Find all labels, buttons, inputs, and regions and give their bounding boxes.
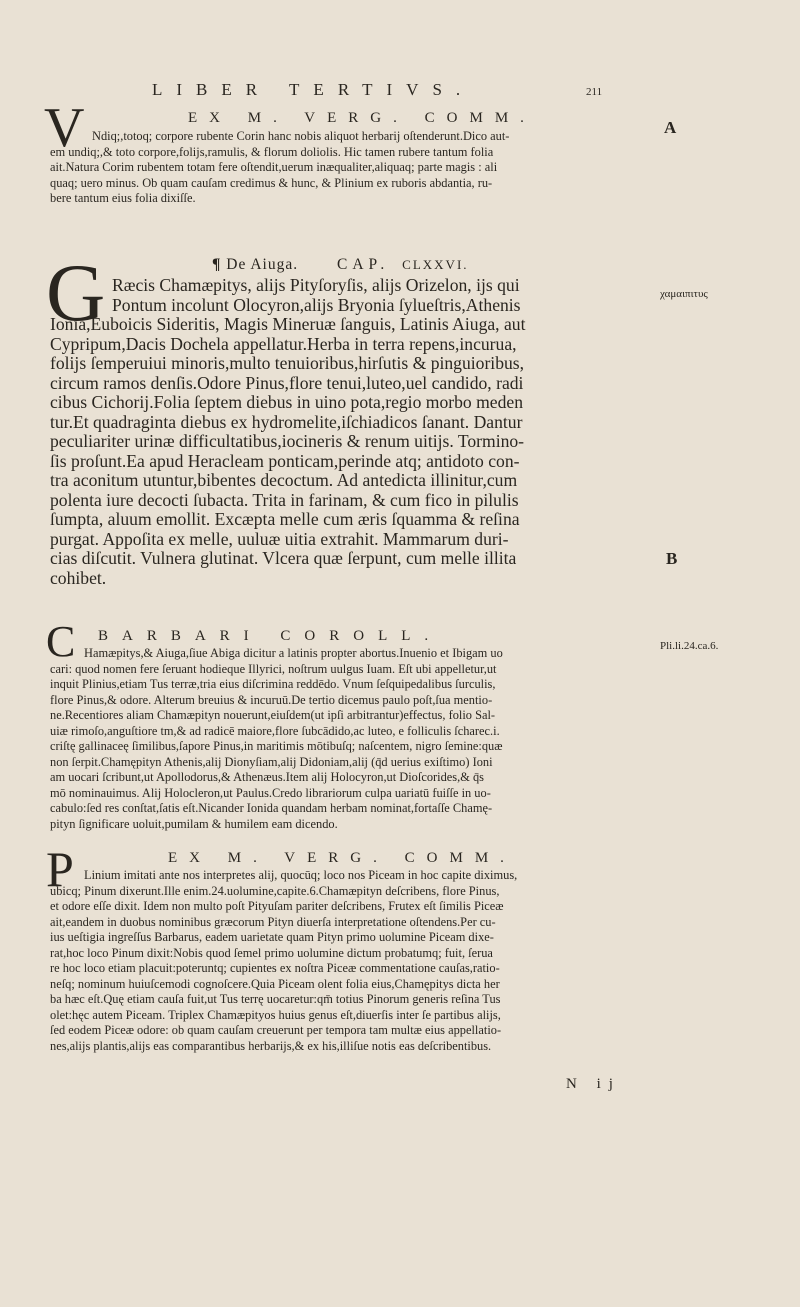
text-line: inquit Plinius,etiam Tus terræ,tria eius diſcrimina reddēdo. Vnum ſeſquipedalibus ſurculis, <box>50 677 496 691</box>
section-2-text <box>50 646 652 832</box>
text-line: pityn ſignificare uoluit,pumilam & humilem eam dicendo. <box>50 816 338 831</box>
text-line: circum ramos denſis.Odore Pinus,flore tenui,luteo,uel candido, radi <box>50 373 524 393</box>
text-line: tra aconitum utuntur,bibentes decoctum. Ad antedicta illinitur,cum <box>50 471 518 490</box>
chapter-heading <box>212 256 469 274</box>
section-heading-barbari: BARBARI COROLL. <box>98 628 443 644</box>
dropcap-g: G <box>46 247 106 338</box>
text-line: ſumpta, aluum emollit. Excæpta melle cum æris ſquamma & reſina <box>50 510 520 529</box>
text-line: peculiariter urinæ difficultatibus,iocineris & renum uitijs. Tormino- <box>50 432 525 451</box>
text-line: criſtę gallinaceę ſimilibus,ſapore Pinus,in maritimis mōtibuſq; naſcentem, nigro ſemine:quæ <box>50 739 503 753</box>
text-line: rat,hoc loco Pinum dixit:Nobis quod ſemel primo uolumine dictum probatumq; fuit, ſerua <box>50 945 493 960</box>
text-line: folijs ſemperuiui minoris,multo tenuioribus,hirſutis & pinguioribus, <box>50 354 525 373</box>
section-heading-verg-1: EX M. VERG. COMM. <box>188 110 536 126</box>
text-line: ſed eodem Piceæ odore: ob quam cauſam creuerunt per tempora tam multæ eius appellatio- <box>50 1023 502 1037</box>
text-line: mō nominauimus. Alij Holocleron,ut Paulus.Credo librariorum culpa uariatū fuiſſe in uo- <box>50 785 491 800</box>
section-1-text <box>50 129 652 207</box>
text-line: ba hæc eſt.Quę etiam cauſa fuit,ut Tus terrę uocaretur:qm̄ totius Pinorum generis reſina Tus <box>50 992 501 1006</box>
text-line: non ſerpit.Chamępityn Athenis,alij Dionyſiam,alij Didoniam,alij (q̄d uerius exiſtimo) Ioni <box>50 754 493 769</box>
text-line: tur.Et quadraginta diebus ex hydromelite,iſchiadicos ſanant. Dantur <box>50 412 523 432</box>
pilcrow-icon: ¶ <box>212 256 222 273</box>
margin-letter-a: A <box>664 118 677 137</box>
text-line: Ndiq;,totoq; corpore rubente Corin hanc nobis aliquot herbarij oſtenderunt.Dico aut- <box>92 129 510 143</box>
chapter-number: CLXXVI. <box>402 257 469 272</box>
text-line: Cypripum,Dacis Dochela appellatur.Herba in terra repens,incurua, <box>50 334 517 354</box>
text-line: quaq; uero minus. Ob quam cauſam credimus & hunc, & Plinium ex ruboris abdantia, ru- <box>50 175 493 190</box>
margin-note-pliny: Pli.li.24.ca.6. <box>660 640 719 652</box>
dropcap-v: V <box>44 97 85 159</box>
chapter-title: De Aiuga. <box>226 256 299 273</box>
dropcap-c: C <box>46 617 76 666</box>
text-line: uiæ rimoſo,anguſtiore tm,& ad radicē maiore,flore ſubcādido,ac luteo, e folliculis ſcharec.i. <box>50 723 500 738</box>
text-line: Hamæpitys,& Aiuga,ſiue Abiga dicitur a latinis propter abortus.Inuenio et Ibigam uo <box>84 646 503 660</box>
text-line: purgat. Appoſita ex melle, uuluæ uitia extrahit. Mammarum duri- <box>50 529 509 549</box>
running-head: LIBER TERTIVS. <box>152 80 475 99</box>
text-line: cari: quod nomen fere ſeruant hodieque Illyrici, noſtrum uulgus Iuam. Eſt ubi appelletur,ut <box>50 661 497 676</box>
section-3-text <box>50 868 652 1054</box>
dropcap-p: P <box>46 841 74 897</box>
text-line: em undiq;,& toto corpore,folijs,ramulis, & florum doliolis. Hic tamen rubere tantum folia <box>50 144 494 159</box>
text-line: cias diſcutit. Vulnera glutinat. Vlcera quæ ſerpunt, cum melle illita <box>50 549 517 568</box>
text-line: flore Pinus,& odore. Alterum breuius & incuruū.De tertio dicemus paulo poſt,ſua mentio- <box>50 692 493 707</box>
text-line: ubicq; Pinum dixerunt.Ille enim.24.uolumine,capite.6.Chamæpityn deſcribens, flore Pinus, <box>50 883 500 898</box>
text-line: cohibet. <box>50 568 107 588</box>
text-line: cabulo:ſed res conſtat,ſatis eſt.Nicander Ionida quandam herbam nominat,fortaſſe Chamę- <box>50 801 493 815</box>
chapter-cap-label: CAP. <box>336 256 390 273</box>
chapter-text <box>50 276 652 588</box>
text-line: Ræcis Chamæpitys, alijs Pityſoryſis, alijs Orizelon, ijs qui <box>112 276 520 295</box>
folio-number: 211 <box>586 86 603 98</box>
section-heading-verg-2: EX M. VERG. COMM. <box>168 850 516 866</box>
margin-letter-b: B <box>666 549 678 568</box>
text-line: ait.Natura Corim rubentem totam fere oſtendit,uerum inæqualiter,aliquaq; parte magis : ali <box>50 160 498 174</box>
text-line: re hoc loco etiam placuit:poteruntq; cupientes ex noſtra Piceæ commentatione cauſas,ratio- <box>50 961 500 975</box>
margin-note-greek: χαμαιπιτυς <box>660 288 708 300</box>
text-line: bere tantum eius folia dixiſſe. <box>50 191 196 205</box>
text-line: ius ueſtigia ingreſſus Barbarus, eadem uarietate quam Pityn primo uolumine Piceam dixe- <box>50 930 494 944</box>
text-line: polenta iure decocti ſubacta. Trita in farinam, & cum fico in pilulis <box>50 490 519 510</box>
text-line: et odore eſſe dixit. Idem non multo poſt Pityuſam pariter deſcribens, Frutex eſt ſimilis Piceæ <box>50 899 504 913</box>
text-line: cibus Cichorij.Folia ſeptem diebus in uino pota,regio morbo meden <box>50 393 523 412</box>
text-line: Ionia,Euboicis Sideritis, Magis Mineruæ ſanguis, Latinis Aiuga, aut <box>50 315 526 334</box>
text-line: nes,alijs plantis,alijs eas comparantibus herbarijs,& ex his,illiſue notis eas deſcribentibus. <box>50 1038 492 1053</box>
signature-mark: N ij <box>566 1076 621 1092</box>
text-line: Linium imitati ante nos interpretes alij, quocūq; loco nos Piceam in hoc capite diximus, <box>84 868 518 882</box>
text-line: am uocari ſcribunt,ut Apollodorus,& Athenæus.Item alij Holocyron,ut Dioſcorides,& q̄s <box>50 770 484 784</box>
text-line: ait,eandem in duobus nominibus græcorum Pityn diuerſa interpretatione oſtendens.Per cu- <box>50 914 496 929</box>
text-line: Pontum incolunt Olocyron,alijs Bryonia ſylueſtris,Athenis <box>112 295 521 315</box>
text-line: ne.Recentiores aliam Chamæpityn nouerunt,eiuſdem(ut ipſi arbitrantur)effectus, folio Sal- <box>50 708 496 722</box>
text-line: neſq; nominum huiuſcemodi cognoſcere.Quia Piceam olent folia eius,Chamępitys dicta her <box>50 976 500 991</box>
text-line: ſis proſunt.Ea apud Heracleam ponticam,perinde atq; antidoto con- <box>50 451 520 471</box>
text-line: olet:hęc autem Piceam. Triplex Chamæpityos huius genus eſt,diuerſis inter ſe partibus alijs, <box>50 1007 501 1022</box>
